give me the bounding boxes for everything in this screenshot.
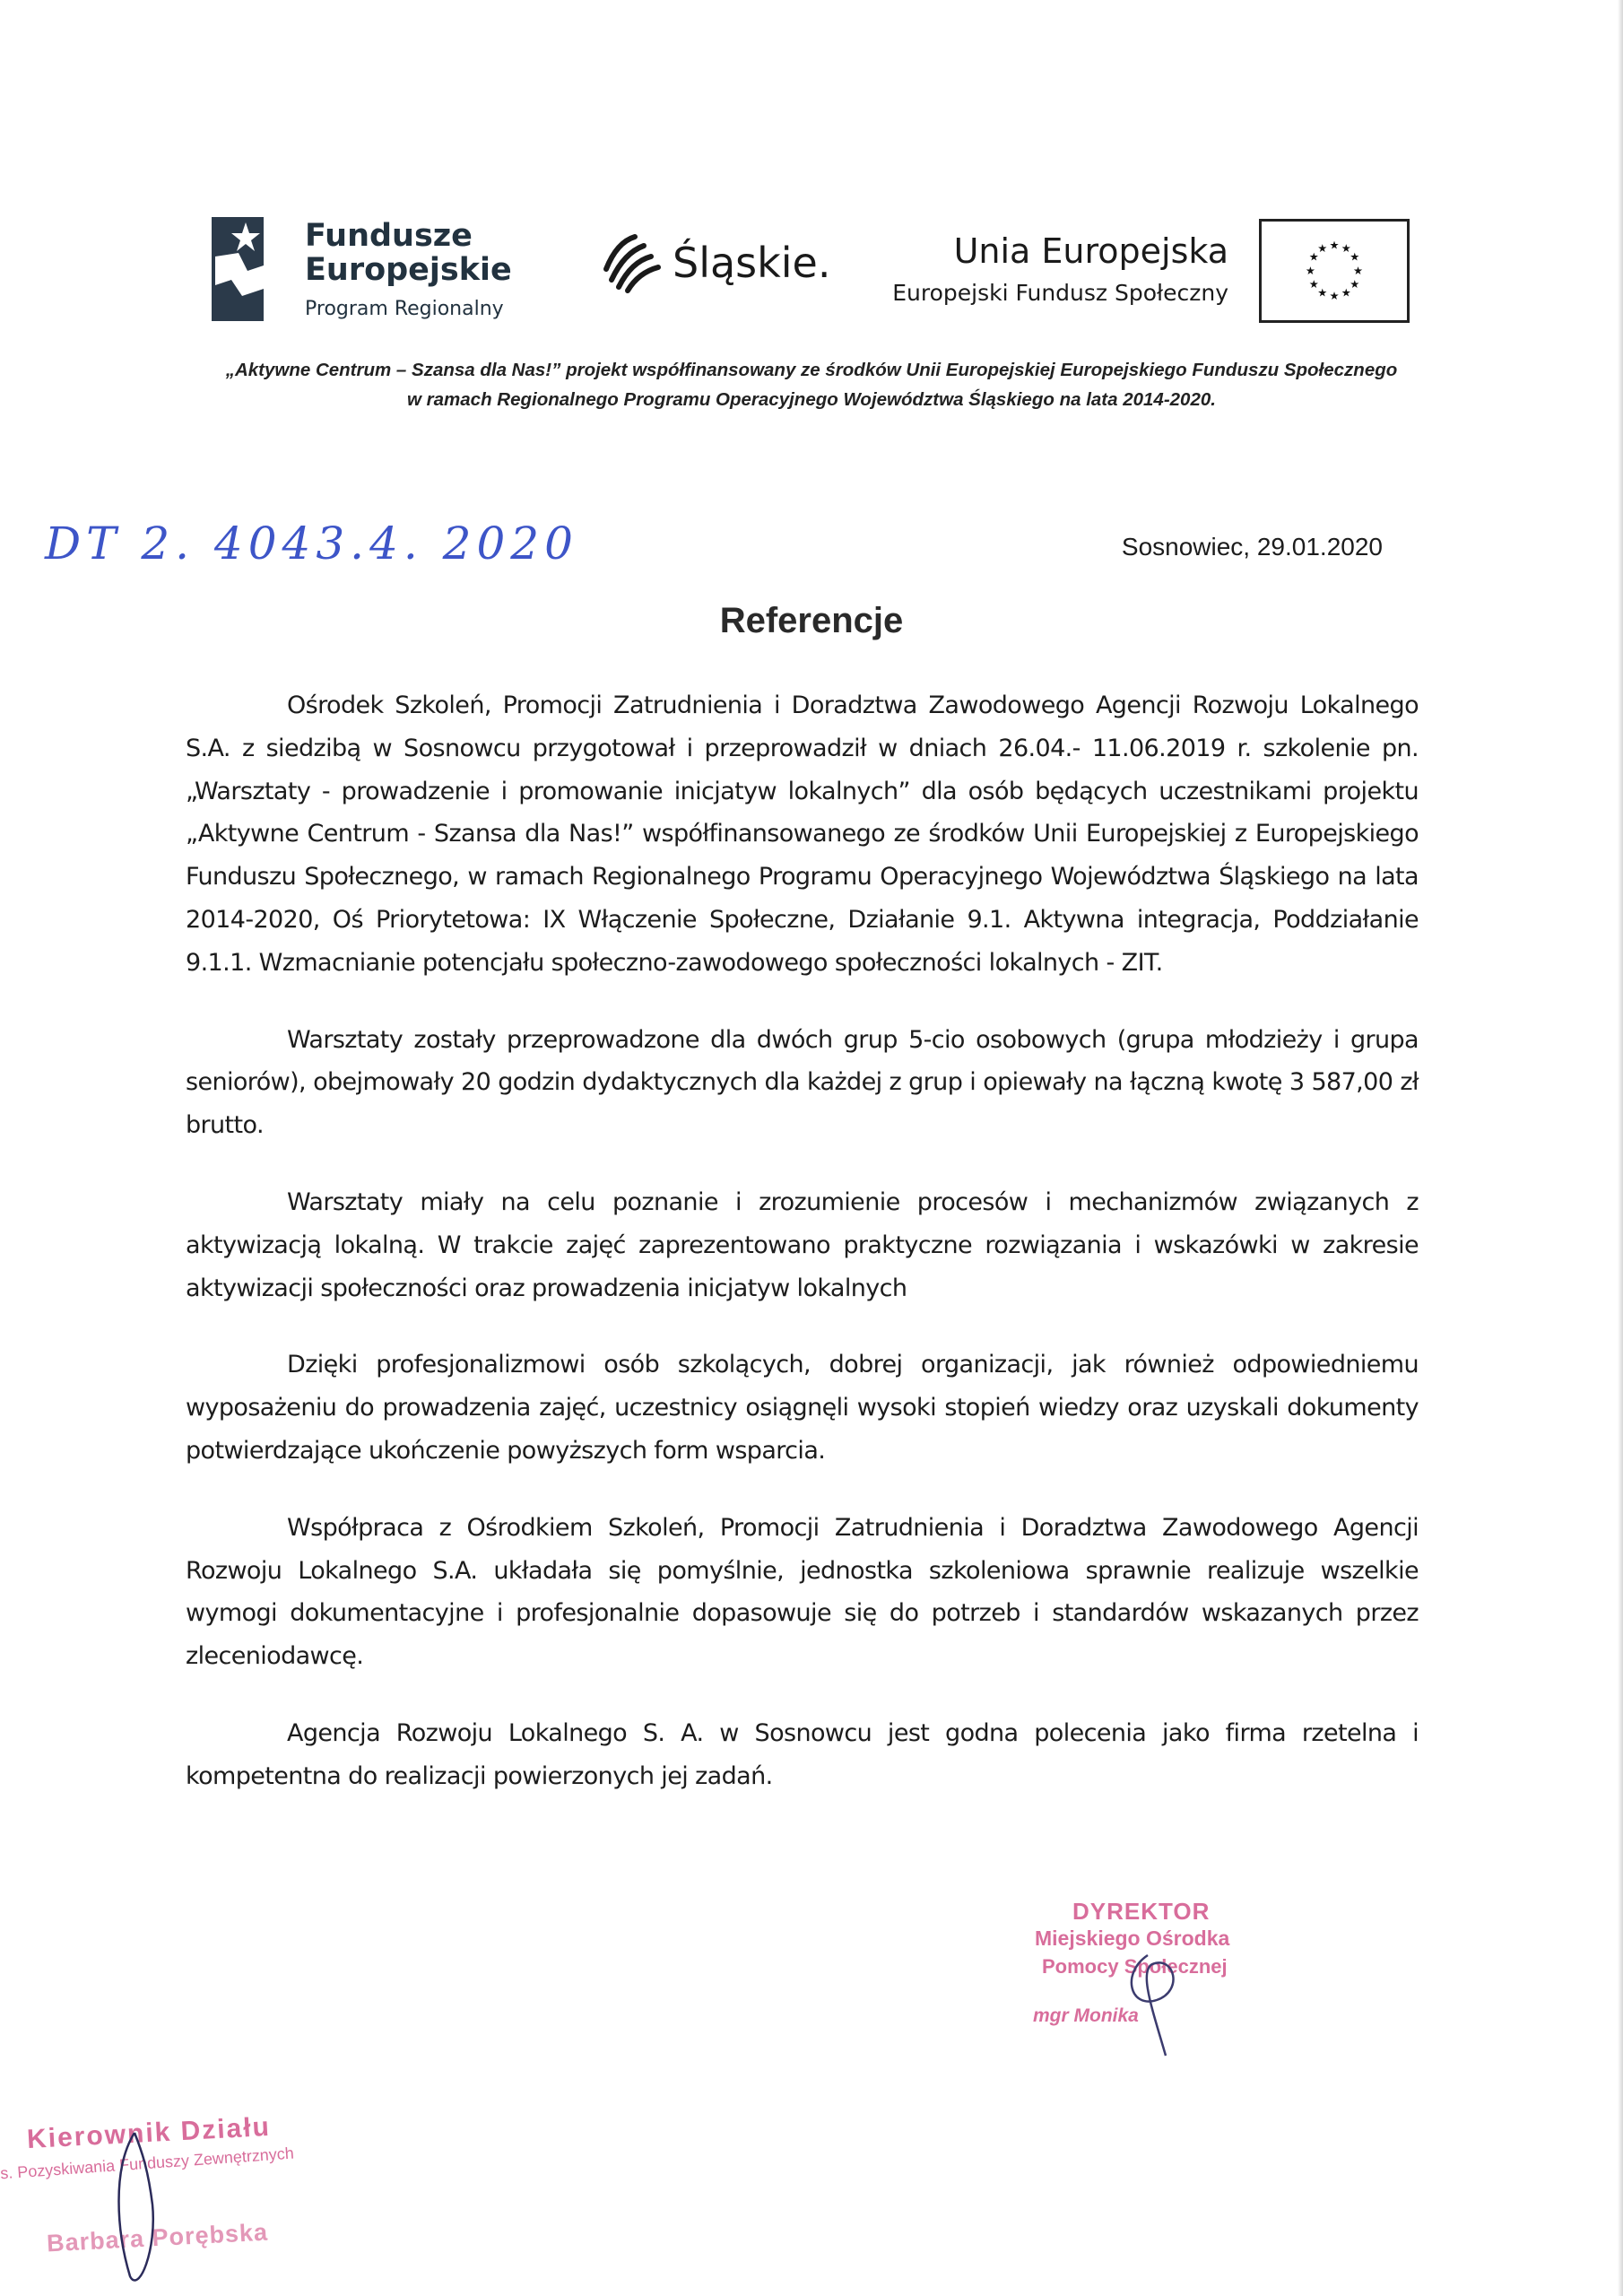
fe-title: Fundusze Europejskie bbox=[305, 218, 512, 288]
fe-subtitle: Program Regionalny bbox=[305, 298, 504, 320]
svg-text:★: ★ bbox=[1305, 264, 1315, 277]
department-head-signature bbox=[108, 2115, 170, 2294]
director-signature bbox=[1112, 1946, 1202, 2058]
paragraph-3: Warsztaty miały na celu poznanie i zrozumienie procesów i mechanizmów związanych z aktywizacją lokalną. W trakcie zajęć zaprezentowano praktyczne rozwiązania i wskazówki w zakresie aktywizacji społeczności oraz prowadzenia inicjatyw lokalnych bbox=[186, 1187, 1419, 1302]
svg-text:★: ★ bbox=[1317, 286, 1328, 300]
project-caption bbox=[161, 355, 1462, 414]
slaskie-icon bbox=[599, 233, 664, 292]
scan-edge bbox=[1618, 0, 1623, 2296]
caption-line-2: w ramach Regionalnego Programu Operacyjnego Województwa Śląskiego na lata 2014-2020. bbox=[407, 389, 1216, 410]
svg-text:★: ★ bbox=[1353, 264, 1364, 277]
paragraph-6: Agencja Rozwoju Lokalnego S. A. w Sosnowcu jest godna polecenia jako firma rzetelna i kompetentna do realizacji powierzonych jej zadań. bbox=[186, 1718, 1419, 1790]
ue-title: Unia Europejska bbox=[953, 231, 1228, 271]
fundusze-europejskie-icon bbox=[212, 217, 264, 321]
letter-body bbox=[186, 684, 1419, 1832]
svg-text:★: ★ bbox=[1350, 277, 1360, 291]
svg-text:★: ★ bbox=[1341, 242, 1351, 256]
stamp-head-line-2: s. Pozyskiwania Funduszy Zewnętrznych bbox=[0, 2144, 295, 2183]
ue-subtitle: Europejski Fundusz Społeczny bbox=[892, 280, 1228, 306]
paragraph-1: Ośrodek Szkoleń, Promocji Zatrudnienia i Doradztwa Zawodowego Agencji Rozwoju Lokalnego S.A. z siedzibą w Sosnowcu przygotował i przeprowadził w dniach 26.04.- 11.06.2019 r. szkolenie pn. „Warsztaty - prowadzenie i promowanie inicjatyw lokalnych” dla osób będących uczestnikami projektu „Aktywne Centrum - Szansa dla Nas!” współfinansowanego ze środków Unii Europejskiej z Europejskiego Funduszu Społecznego, w ramach Regionalnego Programu Operacyjnego Województwa Śląskiego na lata 2014-2020, Oś Priorytetowa: IX Włączenie Społeczne, Działanie 9.1. Aktywna integracja, Poddziałanie 9.1.1. Wzmacnianie potencjału społeczno-zawodowego społeczności lokalnych - ZIT. bbox=[186, 691, 1419, 977]
paragraph-5: Współpraca z Ośrodkiem Szkoleń, Promocji Zatrudnienia i Doradztwa Zawodowego Agencji Rozwoju Lokalnego S.A. układała się pomyślnie, jednostka szkoleniowa sprawnie realizuje wszelkie wymogi dokumentacyjne i profesjonalnie dopasowuje się do potrzeb i standardów wskazanych przez zleceniodawcę. bbox=[186, 1513, 1419, 1671]
svg-text:★: ★ bbox=[1308, 277, 1319, 291]
svg-text:★: ★ bbox=[1350, 250, 1360, 264]
slaskie-logo bbox=[599, 230, 859, 301]
stamp-director-line-4: mgr Monika bbox=[1033, 2005, 1139, 2026]
fundusze-europejskie-logo bbox=[212, 212, 534, 328]
document-title: Referencje bbox=[719, 601, 904, 640]
stamp-director-line-1: DYREKTOR bbox=[1072, 1898, 1211, 1925]
stamp-director-line-3: Pomocy Społecznej bbox=[1042, 1955, 1228, 1978]
stamp-head-line-1: Kierownik Działu bbox=[26, 2111, 272, 2155]
paragraph-4: Dzięki profesjonalizmowi osób szkolących, dobrej organizacji, jak również odpowiedniemu wyposażeniu do prowadzenia zajęć, uczestnicy osiągnęli wysoki stopień wiedzy oraz uzyskali dokumenty potwierdzające ukończenie powyższych form wsparcia. bbox=[186, 1351, 1419, 1465]
svg-text:★: ★ bbox=[1308, 250, 1319, 264]
unia-europejska-logo bbox=[888, 231, 1228, 306]
director-stamp bbox=[1004, 1892, 1273, 2063]
svg-text:★: ★ bbox=[1329, 290, 1340, 303]
svg-text:★: ★ bbox=[1341, 286, 1351, 300]
handwritten-reference bbox=[45, 507, 578, 574]
svg-text:★: ★ bbox=[1317, 242, 1328, 256]
stamp-head-line-3: Barbara Porębska bbox=[46, 2218, 269, 2257]
stamp-director-line-2: Miejskiego Ośrodka bbox=[1035, 1926, 1230, 1950]
slaskie-text: Śląskie. bbox=[673, 239, 831, 287]
caption-line-1: „Aktywne Centrum – Szansa dla Nas!” projekt współfinansowany ze środków Unii Europejskiej Europejskiego Funduszu Społecznego bbox=[225, 360, 1398, 380]
svg-text:DT 2. 4043.4. 2020: DT 2. 4043.4. 2020 bbox=[45, 517, 578, 570]
eu-flag-icon bbox=[1259, 219, 1410, 323]
department-head-stamp bbox=[0, 2090, 377, 2296]
paragraph-2: Warsztaty zostały przeprowadzone dla dwóch grup 5-cio osobowych (grupa młodzieży i grupa seniorów), obejmowały 20 godzin dydaktycznych dla każdej z grup i opiewały na łączną kwotę 3 587,00 zł brutto. bbox=[186, 1025, 1419, 1140]
document-date: Sosnowiec, 29.01.2020 bbox=[1121, 533, 1383, 561]
svg-text:★: ★ bbox=[1329, 239, 1340, 252]
